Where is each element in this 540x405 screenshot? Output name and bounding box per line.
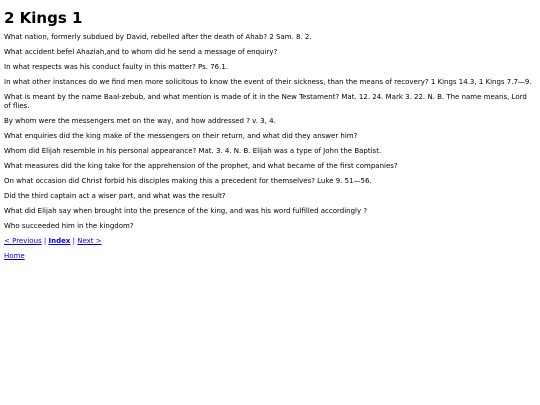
question-12: What did Elijah say when brought into the presence of the king, and was his word fulfilled accordingly ? (4, 207, 368, 215)
question-6: By whom were the messengers met on the way, and how addressed ? v. 3, 4. (4, 117, 276, 125)
question-9: What measures did the king take for the apprehension of the prophet, and what became of the first companies? (4, 162, 398, 170)
question-11: Did the third captain act a wiser part, and what was the result? (4, 192, 226, 200)
next-link[interactable]: Next > (77, 237, 102, 245)
chapter-nav (4, 237, 534, 246)
index-link[interactable]: Index (48, 237, 71, 245)
question-4: In what other instances do we find men more solicitous to know the event of their sickness, than the means of recovery? 1 Kings 14.3, 1 Kings 7.7—9. (4, 78, 532, 86)
question-13: Who succeeded him in the kingdom? (4, 222, 134, 230)
question-2: What accident befel Ahaziah,and to whom did he send a message of enquiry? (4, 48, 278, 56)
previous-link[interactable]: < Previous (4, 237, 42, 245)
home-nav (4, 252, 534, 261)
nav-separator: | (43, 237, 47, 245)
question-1: What nation, formerly subdued by David, rebelled after the death of Ahab? 2 Sam. 8. 2. (4, 33, 312, 41)
question-5: What is meant by the name Baal-zebub, and what mention is made of it in the New Testament? Mat. 12. 24. Mark 3. 22. N. B. The name means, Lord of flies. (4, 93, 527, 110)
question-7: What enquiries did the king make of the messengers on their return, and what did they answer him? (4, 132, 358, 140)
nav-separator: | (72, 237, 75, 245)
page-title: 2 Kings 1 (4, 9, 83, 27)
home-link[interactable]: Home (4, 252, 25, 260)
question-3: In what respects was his conduct faulty in this matter? Ps. 76.1. (4, 63, 229, 71)
question-8: Whom did Elijah resemble in his personal appearance? Mat. 3. 4. N. B. Elijah was a type of John the Baptist. (4, 147, 382, 155)
question-10: On what occasion did Christ forbid his disciples making this a precedent for themselves? Luke 9. 51—56. (4, 177, 372, 185)
